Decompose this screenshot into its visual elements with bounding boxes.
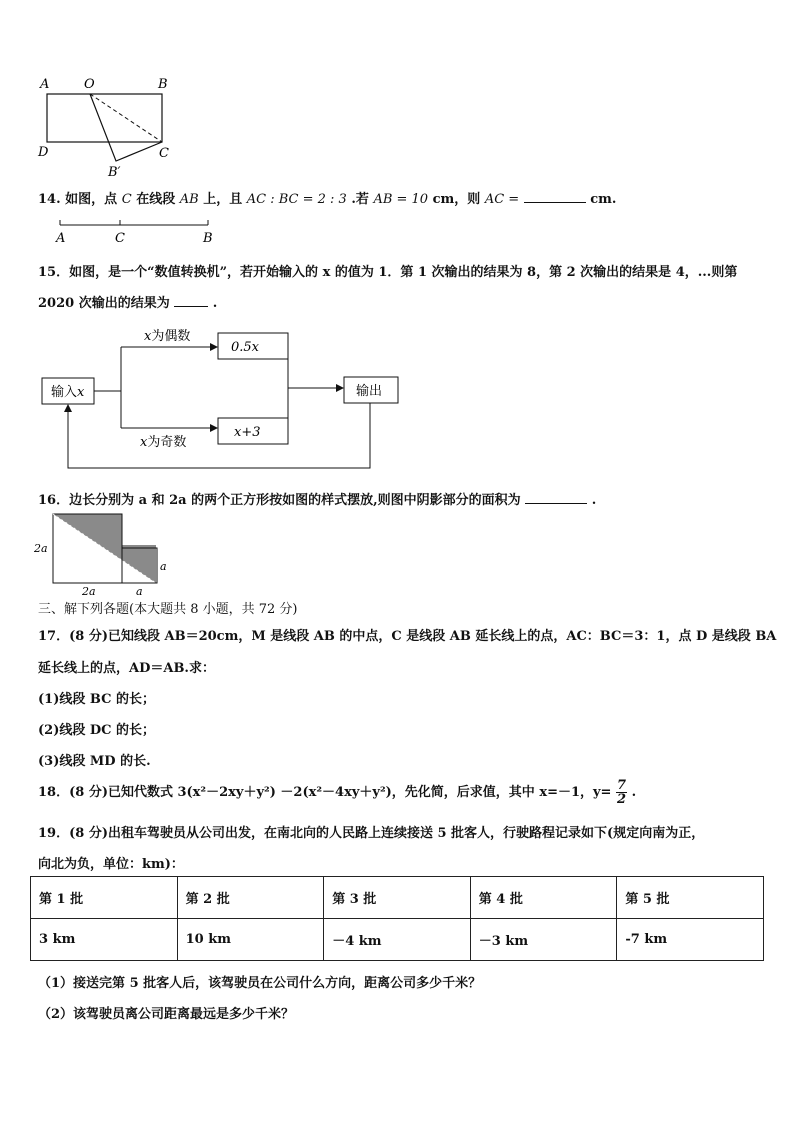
table-row xyxy=(31,919,764,961)
q19-part-2: （2）该驾驶员离公司距离最远是多少千米？ xyxy=(38,1007,295,1022)
header-cell: 第 5 批 xyxy=(617,877,764,919)
seg-label-c: C xyxy=(115,231,125,246)
question-17-line1: 17．(8 分)已知线段 AB＝20cm，M 是线段 AB 的中点，C 是线段 AB 延长线上的点，AC：BC＝3：1，点 D 是线段 BA xyxy=(38,629,777,644)
q17-part-3: (3)线段 MD 的长. xyxy=(38,754,151,769)
output-label: 输出 xyxy=(356,384,383,399)
value-cell: －4 km xyxy=(324,919,471,961)
dashed-line-oc xyxy=(90,94,162,142)
svg-text:x为奇数 xyxy=(140,434,186,450)
fraction-denominator: 2 xyxy=(617,792,627,807)
question-18 xyxy=(38,779,636,806)
q16-answer-blank[interactable] xyxy=(525,491,587,504)
segment-figure xyxy=(50,215,225,247)
header-cell: 第 4 批 xyxy=(470,877,617,919)
q14-text: .若 xyxy=(351,192,369,207)
even-op: 0.5x xyxy=(231,340,260,355)
odd-op: x+3 xyxy=(234,425,261,440)
q14-text: cm，则 xyxy=(432,192,481,207)
q18-text: 18．(8 分)已知代数式 3(x²－2xy＋y²) －2(x²－4xy＋y²)，先化简，后求值，其中 x=－1，y= xyxy=(38,785,612,800)
q19-part-1: （1）接送完第 5 批客人后，该驾驶员在公司什么方向，距离公司多少千米？ xyxy=(38,976,482,991)
q14-number: 14. xyxy=(38,192,61,207)
q17-part-2: (2)线段 DC 的长； xyxy=(38,723,156,738)
q15-end: . xyxy=(212,296,218,311)
q15-answer-blank[interactable] xyxy=(174,294,208,307)
question-17-line2: 延长线上的点，AD＝AB.求： xyxy=(38,661,215,676)
fraction-numerator: 7 xyxy=(617,778,627,793)
q16-end: . xyxy=(591,493,597,508)
value-cell: -7 km xyxy=(617,919,764,961)
question-16 xyxy=(38,489,596,508)
value-cell: 10 km xyxy=(177,919,324,961)
label-b: B xyxy=(158,77,168,92)
fraction xyxy=(616,779,627,806)
squares-figure xyxy=(30,508,180,598)
odd-label: 为奇数 xyxy=(147,435,187,450)
svg-text:输入x xyxy=(51,384,85,400)
q15-text: 2020 次输出的结果为 xyxy=(38,296,170,311)
question-19-line2: 向北为负，单位：km)： xyxy=(38,857,184,872)
label-b-prime: B′ xyxy=(108,165,121,180)
q14-text: 如图，点 xyxy=(65,192,118,207)
q14-answer-blank[interactable] xyxy=(524,190,586,203)
fold-figure xyxy=(30,72,190,180)
even-var: x xyxy=(144,329,152,344)
question-19-line1: 19．(8 分)出租车驾驶员从公司出发，在南北向的人民路上连续接送 5 批客人，行驶路程记录如下(规定向南为正， xyxy=(38,826,705,841)
q14-given: AB = 10 xyxy=(373,192,429,207)
label-c: C xyxy=(159,146,169,161)
odd-var: x xyxy=(140,435,148,450)
q14-segment: AB xyxy=(179,192,199,207)
value-cell: －3 km xyxy=(470,919,617,961)
header-cell: 第 3 批 xyxy=(324,877,471,919)
header-cell: 第 2 批 xyxy=(177,877,324,919)
question-15-line2 xyxy=(38,292,217,311)
input-var: x xyxy=(77,385,85,400)
label-o: O xyxy=(84,77,95,92)
question-15-line1: 15．如图，是一个“数值转换机”，若开始输入的 x 的值为 1．第 1 次输出的结果为 8，第 2 次输出的结果是 4，...则第 xyxy=(38,265,738,280)
label-a: A xyxy=(40,77,50,92)
seg-label-b: B xyxy=(203,231,213,246)
svg-text:x为偶数 xyxy=(144,328,190,344)
input-label: 输入 xyxy=(51,385,78,400)
label-right-a: a xyxy=(160,560,167,573)
section-3-heading: 三、解下列各题(本大题共 8 小题，共 72 分) xyxy=(38,602,298,617)
question-14 xyxy=(38,188,616,207)
trip-table xyxy=(30,876,764,961)
q17-part-1: (1)线段 BC 的长； xyxy=(38,692,155,707)
seg-label-a: A xyxy=(56,231,66,246)
table-header-row xyxy=(31,877,764,919)
rectangle-abcd xyxy=(47,94,162,142)
q14-ask: AC = xyxy=(484,192,520,207)
q14-text: 在线段 xyxy=(136,192,176,207)
label-bottom-a: a xyxy=(136,585,143,598)
q14-point-c: C xyxy=(121,192,132,207)
label-d: D xyxy=(38,145,49,160)
q14-unit: cm. xyxy=(590,192,617,207)
q14-ratio: AC : BC = 2 : 3 xyxy=(246,192,347,207)
even-label: 为偶数 xyxy=(151,329,191,344)
value-cell: 3 km xyxy=(31,919,178,961)
flowchart xyxy=(38,322,408,472)
q14-text: 上，且 xyxy=(203,192,243,207)
q18-end: . xyxy=(631,785,637,800)
label-left-2a: 2a xyxy=(34,542,48,555)
folded-triangle xyxy=(90,94,162,161)
q16-text: 16．边长分别为 a 和 2a 的两个正方形按如图的样式摆放,则图中阴影部分的面积为 xyxy=(38,493,521,508)
header-cell: 第 1 批 xyxy=(31,877,178,919)
label-bottom-2a: 2a xyxy=(82,585,96,598)
